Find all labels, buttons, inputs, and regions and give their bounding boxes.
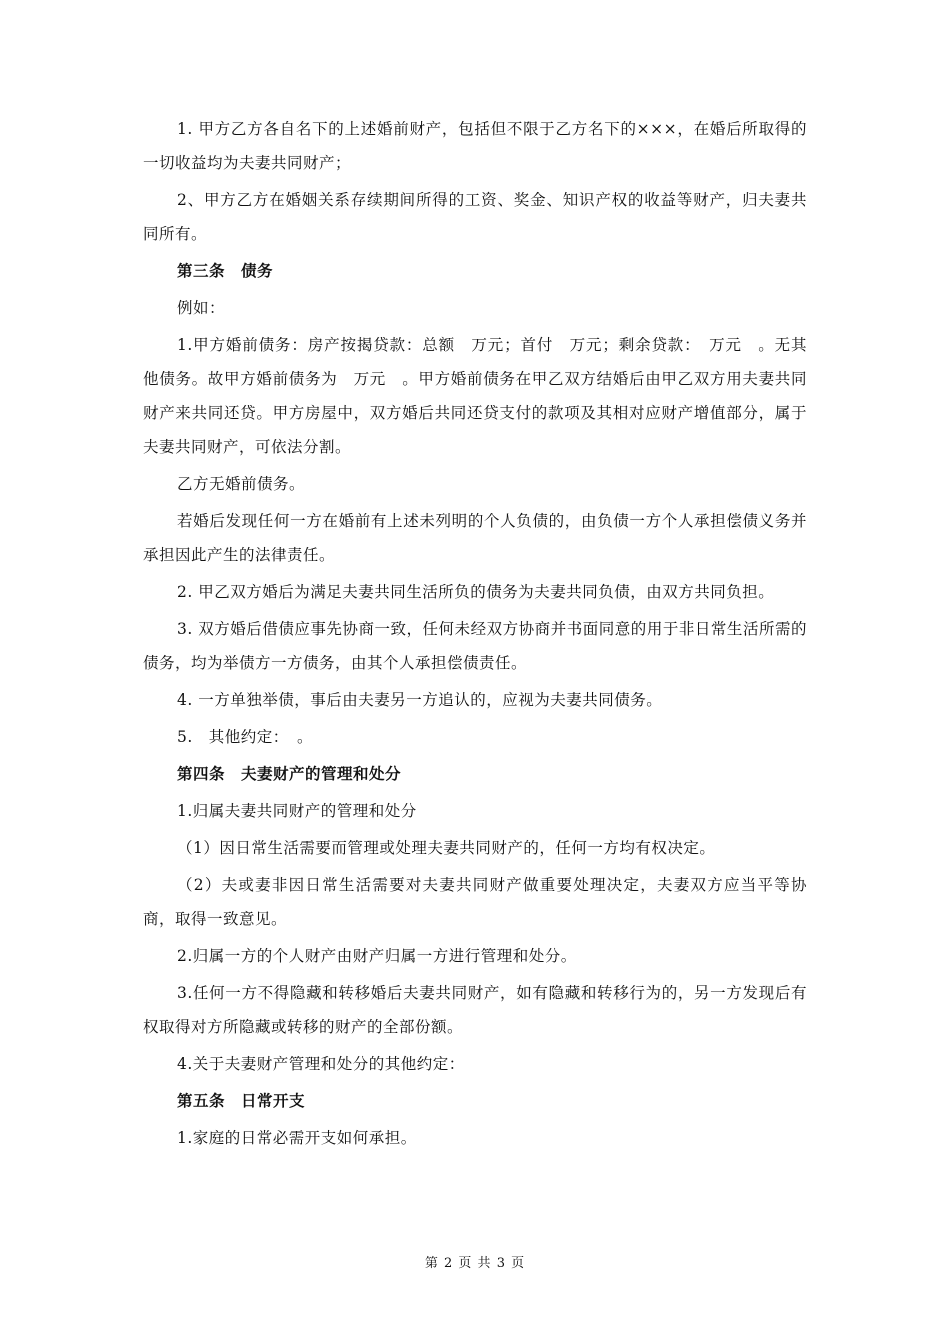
paragraph: 1.甲方婚前债务：房产按揭贷款：总额 万元；首付 万元；剩余贷款： 万元 。无其他债务。故甲方婚前债务为 万元 。甲方婚前债务在甲乙双方结婚后由甲乙双方用夫妻共同财产来共同还贷。甲方房屋中，双方婚后共同还贷支付的款项及其相对应财产增值部分，属于夫妻共同财产，可依法分割。 — [143, 336, 807, 456]
paragraph: 2. 甲乙双方婚后为满足夫妻共同生活所负的债务为夫妻共同负债，由双方共同负担。 — [177, 583, 775, 601]
section-heading: 第四条 夫妻财产的管理和处分 — [177, 765, 402, 783]
section-heading: 第三条 债务 — [177, 262, 274, 280]
paragraph: 乙方无婚前债务。 — [177, 475, 306, 493]
paragraph: 5. 其他约定： 。 — [177, 728, 314, 746]
paragraph: 4. 一方单独举债，事后由夫妻另一方追认的，应视为夫妻共同债务。 — [177, 691, 663, 709]
paragraph: 1.归属夫妻共同财产的管理和处分 — [177, 802, 417, 820]
paragraph: 1.家庭的日常必需开支如何承担。 — [177, 1129, 417, 1147]
paragraph: 例如： — [177, 299, 226, 317]
paragraph: 若婚后发现任何一方在婚前有上述未列明的个人负债的，由负债一方个人承担偿债义务并承担因此产生的法律责任。 — [143, 512, 807, 564]
document-body — [143, 112, 807, 1158]
page-footer: 第 2 页 共 3 页 — [424, 1256, 526, 1271]
paragraph: 3.任何一方不得隐藏和转移婚后夫妻共同财产，如有隐藏和转移行为的，另一方发现后有权取得对方所隐藏或转移的财产的全部份额。 — [143, 984, 807, 1036]
paragraph: 2、甲方乙方在婚姻关系存续期间所得的工资、奖金、知识产权的收益等财产，归夫妻共同所有。 — [143, 191, 807, 243]
section-heading: 第五条 日常开支 — [177, 1092, 306, 1110]
paragraph: 3. 双方婚后借债应事先协商一致，任何未经双方协商并书面同意的用于非日常生活所需的债务，均为举债方一方债务，由其个人承担偿债责任。 — [143, 620, 807, 672]
paragraph: 4.关于夫妻财产管理和处分的其他约定： — [177, 1055, 465, 1073]
paragraph: （2）夫或妻非因日常生活需要对夫妻共同财产做重要处理决定，夫妻双方应当平等协商，取得一致意见。 — [143, 876, 807, 928]
paragraph: 1. 甲方乙方各自名下的上述婚前财产，包括但不限于乙方名下的×××，在婚后所取得的一切收益均为夫妻共同财产； — [143, 120, 807, 172]
paragraph: 2.归属一方的个人财产由财产归属一方进行管理和处分。 — [177, 947, 577, 965]
paragraph: （1）因日常生活需要而管理或处理夫妻共同财产的，任何一方均有权决定。 — [177, 839, 716, 857]
